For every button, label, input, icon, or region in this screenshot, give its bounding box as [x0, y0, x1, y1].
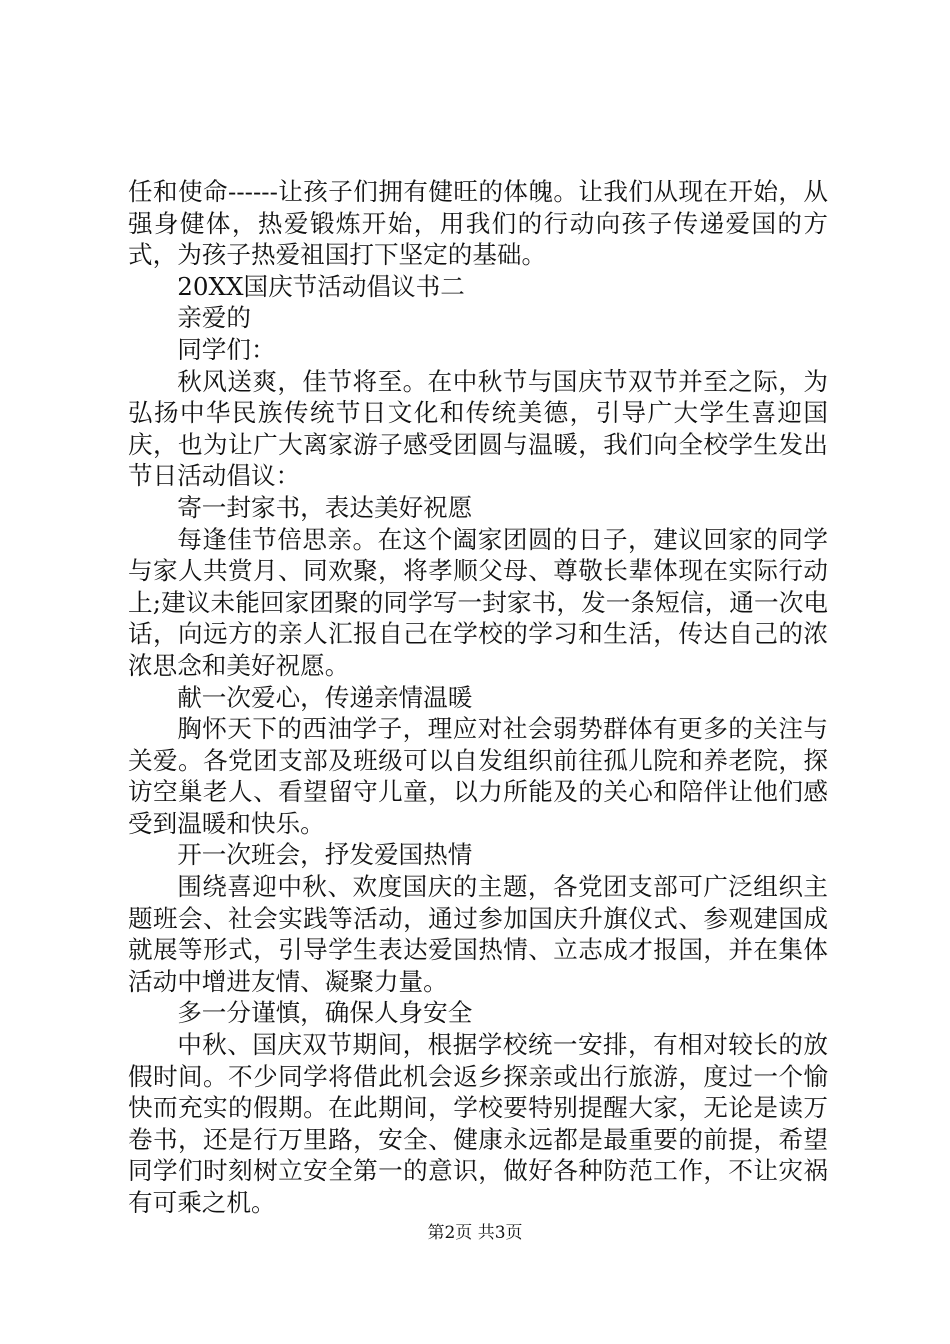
subheading-class-meeting: 开一次班会，抒发爱国热情: [177, 840, 473, 870]
salutation-line-2: 同学们：: [177, 334, 276, 364]
paragraph-class-meeting: 围绕喜迎中秋、欢度国庆的主题，各党团支部可广泛组织主题班会、社会实践等活动，通过参加国庆升旗仪式、参观建国成就展等形式，引导学生表达爱国热情、立志成才报国，并在集体活动中增进友情、凝聚力量。: [128, 872, 828, 996]
subheading-safety: 多一分谨慎，确保人身安全: [177, 998, 473, 1028]
page-number-footer: 第2页 共3页: [427, 1223, 523, 1243]
paragraph-family-letter: 每逢佳节倍思亲。在这个阖家团圆的日子，建议回家的同学与家人共赏月、同欢聚，将孝顺父母、尊敬长辈体现在实际行动上;建议未能回家团聚的同学写一封家书，发一条短信，通一次电话，向远方的亲人汇报自己在学校的学习和生活，传达自己的浓浓思念和美好祝愿。: [128, 524, 828, 680]
paragraph-intro: 秋风送爽，佳节将至。在中秋节与国庆节双节并至之际，为弘扬中华民族传统节日文化和传统美德，引导广大学生喜迎国庆，也为让广大离家游子感受团圆与温暖，我们向全校学生发出节日活动倡议：: [128, 366, 828, 491]
paragraph-safety: 中秋、国庆双节期间，根据学校统一安排，有相对较长的放假时间。不少同学将借此机会返乡探亲或出行旅游，度过一个愉快而充实的假期。在此期间，学校要特别提醒大家，无论是读万卷书，还是行万里路，安全、健康永远都是最重要的前提，希望同学们时刻树立安全第一的意识，做好各种防范工作，不让灾祸有可乘之机。: [128, 1030, 828, 1217]
subheading-charity: 献一次爱心，传递亲情温暖: [177, 682, 473, 712]
salutation-line-1: 亲爱的: [177, 303, 251, 333]
subheading-family-letter: 寄一封家书，表达美好祝愿: [177, 492, 473, 522]
section-title: 20XX国庆节活动倡议书二: [177, 271, 465, 301]
paragraph-continuation: 任和使命------让孩子们拥有健旺的体魄。让我们从现在开始，从强身健体，热爱锻炼开始，用我们的行动向孩子传递爱国的方式，为孩子热爱祖国打下坚定的基础。: [128, 177, 828, 270]
paragraph-charity: 胸怀天下的西油学子，理应对社会弱势群体有更多的关注与关爱。各党团支部及班级可以自发组织前往孤儿院和养老院，探访空巢老人、看望留守儿童，以力所能及的关心和陪伴让他们感受到温暖和快乐。: [128, 714, 828, 838]
document-body: [128, 176, 828, 1219]
